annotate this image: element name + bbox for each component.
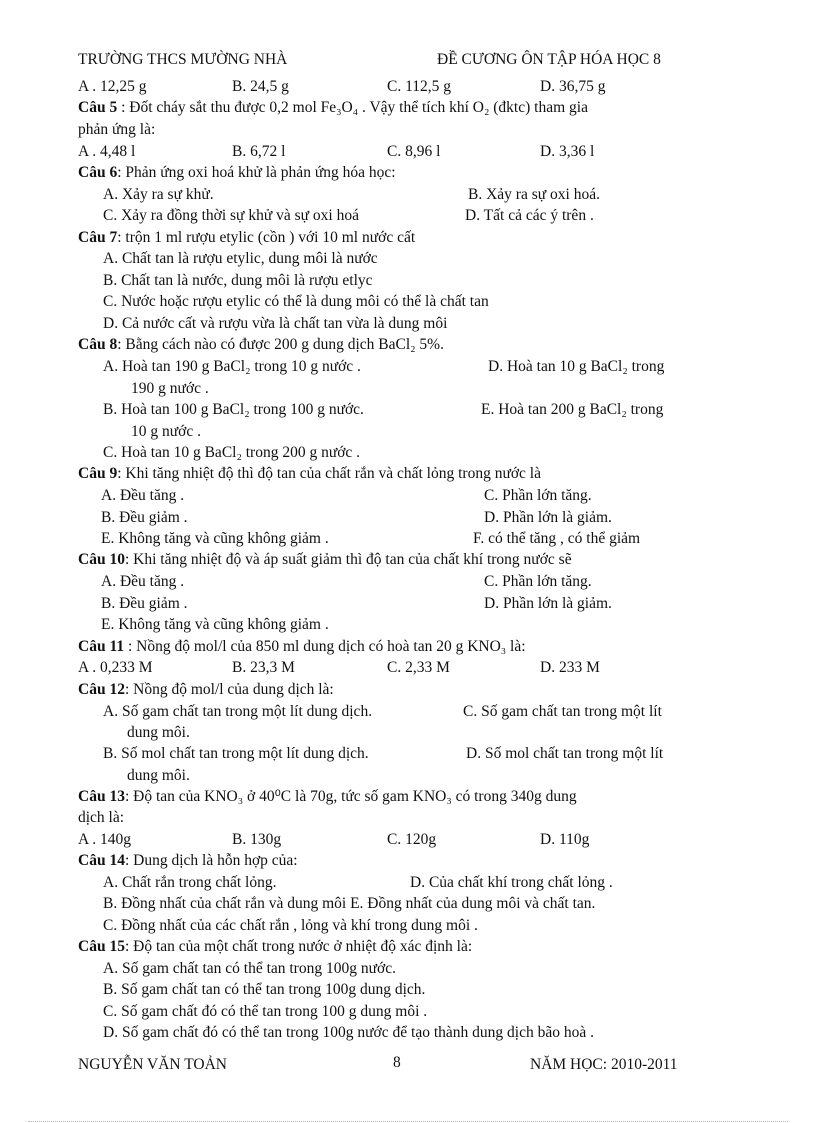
q7-option-b: B. Chất tan là nước, dung môi là rượu etlyc xyxy=(103,272,373,289)
question-5 xyxy=(78,98,588,118)
q15-option-d: D. Số gam chất đó có thể tan trong 100g nước để tạo thành dung dịch bão hoà . xyxy=(103,1024,594,1041)
q8-option-e: E. Hoà tan 200 g BaCl₂ trong xyxy=(481,401,664,418)
q6-option-a: A. Xảy ra sự khử. xyxy=(103,186,214,203)
q12-option-c-cont: dung môi. xyxy=(127,724,190,741)
q9-option-e: E. Không tăng và cũng không giảm . xyxy=(101,530,329,547)
q13-option-d: D. 110g xyxy=(540,831,590,848)
q8-option-a: A. Hoà tan 190 g BaCl₂ trong 10 g nước . xyxy=(103,358,361,375)
question-10 xyxy=(78,550,572,570)
question-label: Câu 6 xyxy=(78,164,118,181)
question-text: : Khi tăng nhiệt độ và áp suất giảm thì độ tan của chất khí trong nước sẽ xyxy=(124,551,572,568)
question-text: : trộn 1 ml rượu etylic (cồn ) với 10 ml nước cất xyxy=(117,229,416,246)
q15-option-c: C. Số gam chất đó có thể tan trong 100 g dung môi . xyxy=(103,1003,428,1020)
header-school: TRƯỜNG THCS MƯỜNG NHÀ xyxy=(78,51,288,68)
q4-option-d: D. 36,75 g xyxy=(540,78,606,95)
question-6 xyxy=(78,163,396,183)
question-12 xyxy=(78,680,334,700)
q5-option-b: B. 6,72 l xyxy=(232,143,286,160)
question-label: Câu 15 xyxy=(78,938,125,955)
question-text: : Bằng cách nào có được 200 g dung dịch BaCl₂ 5%. xyxy=(117,336,444,353)
q9-option-a: A. Đều tăng . xyxy=(101,487,185,504)
q7-option-a: A. Chất tan là rượu etylic, dung môi là nước xyxy=(103,250,378,267)
question-text: : Độ tan của một chất trong nước ở nhiệt độ xác định là: xyxy=(124,938,473,955)
question-text: : Nồng độ mol/l của dung dịch là: xyxy=(124,681,334,698)
q6-option-c: C. Xảy ra đồng thời sự khử và sự oxi hoá xyxy=(103,207,359,224)
q12-option-d: D. Số mol chất tan trong một lít xyxy=(466,745,664,762)
q14-option-d: D. Của chất khí trong chất lỏng . xyxy=(410,874,613,891)
question-label: Câu 11 xyxy=(78,638,125,655)
q8-option-d-cont: 190 g nước . xyxy=(131,380,209,397)
q15-option-a: A. Số gam chất tan có thể tan trong 100g nước. xyxy=(103,960,396,977)
footer-author: NGUYỄN VĂN TOẢN xyxy=(78,1056,227,1073)
q14-option-c: C. Đồng nhất của các chất rắn , lỏng và khí trong dung môi . xyxy=(103,917,478,934)
q5-option-d: D. 3,36 l xyxy=(540,143,595,160)
footer-school-year: NĂM HỌC: 2010-2011 xyxy=(530,1056,678,1073)
question-14 xyxy=(78,851,298,871)
q9-option-f: F. có thể tăng , có thể giảm xyxy=(473,530,641,547)
q5-option-a: A . 4,48 l xyxy=(78,143,136,160)
question-label: Câu 14 xyxy=(78,852,125,869)
q9-option-b: B. Đều giảm . xyxy=(101,509,188,526)
question-9 xyxy=(78,464,541,484)
q4-option-a: A . 12,25 g xyxy=(78,78,147,95)
q13-option-b: B. 130g xyxy=(232,831,282,848)
q4-option-b: B. 24,5 g xyxy=(232,78,289,95)
question-text: : Dung dịch là hỗn hợp của: xyxy=(124,852,298,869)
q14-option-b-e: B. Đồng nhất của chất rắn và dung môi E. Đồng nhất của dung môi và chất tan. xyxy=(103,895,596,912)
question-label: Câu 13 xyxy=(78,788,125,805)
question-5-cont: phản ứng là: xyxy=(78,121,156,138)
q11-option-d: D. 233 M xyxy=(540,659,600,676)
question-label: Câu 10 xyxy=(78,551,125,568)
q6-option-b: B. Xảy ra sự oxi hoá. xyxy=(468,186,600,203)
q7-option-c: C. Nước hoặc rượu etylic có thể là dung môi có thể là chất tan xyxy=(103,293,489,310)
question-label: Câu 9 xyxy=(78,465,118,482)
q13-option-c: C. 120g xyxy=(387,831,437,848)
question-7 xyxy=(78,228,415,248)
q10-option-b: B. Đều giảm . xyxy=(101,595,188,612)
q15-option-b: B. Số gam chất tan có thể tan trong 100g dung dịch. xyxy=(103,981,426,998)
q8-option-c: C. Hoà tan 10 g BaCl₂ trong 200 g nước . xyxy=(103,444,361,461)
question-label: Câu 8 xyxy=(78,336,118,353)
q12-option-d-cont: dung môi. xyxy=(127,767,190,784)
question-label: Câu 12 xyxy=(78,681,125,698)
q7-option-d: D. Cả nước cất và rượu vừa là chất tan vừa là dung môi xyxy=(103,315,448,332)
q9-option-c: C. Phần lớn tăng. xyxy=(484,487,592,504)
q10-option-d: D. Phần lớn là giảm. xyxy=(484,595,612,612)
question-11 xyxy=(78,637,526,657)
q5-option-c: C. 8,96 l xyxy=(387,143,441,160)
q11-option-c: C. 2,33 M xyxy=(387,659,450,676)
question-text: : Phản ứng oxi hoá khử là phản ứng hóa học: xyxy=(117,164,396,181)
q14-option-a: A. Chất rắn trong chất lỏng. xyxy=(103,874,277,891)
page-number: 8 xyxy=(393,1054,401,1071)
header-title: ĐỀ CƯƠNG ÔN TẬP HÓA HỌC 8 xyxy=(437,51,661,68)
question-label: Câu 7 xyxy=(78,229,118,246)
question-text: : Đốt cháy sắt thu được 0,2 mol Fe₃O₄ . Vậy thể tích khí O₂ (đktc) tham gia xyxy=(117,99,588,116)
q8-option-d: D. Hoà tan 10 g BaCl₂ trong xyxy=(488,358,665,375)
q11-option-a: A . 0,233 M xyxy=(78,659,153,676)
q8-option-e-cont: 10 g nước . xyxy=(131,423,201,440)
q13-option-a: A . 140g xyxy=(78,831,131,848)
q4-option-c: C. 112,5 g xyxy=(387,78,452,95)
q10-option-a: A. Đều tăng . xyxy=(101,573,185,590)
question-15 xyxy=(78,937,472,957)
q6-option-d: D. Tất cả các ý trên . xyxy=(465,207,594,224)
question-label: Câu 5 xyxy=(78,99,118,116)
question-text: : Độ tan của KNO₃ ở 40⁰C là 70g, tức số gam KNO₃ có trong 340g dung xyxy=(124,788,577,805)
question-13 xyxy=(78,787,577,807)
q12-option-b: B. Số mol chất tan trong một lít dung dịch. xyxy=(103,745,369,762)
page-edge-divider xyxy=(28,1121,788,1122)
question-text: : Khi tăng nhiệt độ thì độ tan của chất rắn và chất lỏng trong nước là xyxy=(117,465,541,482)
q11-option-b: B. 23,3 M xyxy=(232,659,295,676)
question-text: : Nồng độ mol/l của 850 ml dung dịch có hoà tan 20 g KNO₃ là: xyxy=(124,638,526,655)
q12-option-a: A. Số gam chất tan trong một lít dung dịch. xyxy=(103,703,373,720)
question-13-cont: dịch là: xyxy=(78,809,125,826)
question-8 xyxy=(78,335,444,355)
q12-option-c: C. Số gam chất tan trong một lít xyxy=(463,703,662,720)
q10-option-e: E. Không tăng và cũng không giảm . xyxy=(101,616,329,633)
q10-option-c: C. Phần lớn tăng. xyxy=(484,573,592,590)
q9-option-d: D. Phần lớn là giảm. xyxy=(484,509,612,526)
q8-option-b: B. Hoà tan 100 g BaCl₂ trong 100 g nước. xyxy=(103,401,364,418)
